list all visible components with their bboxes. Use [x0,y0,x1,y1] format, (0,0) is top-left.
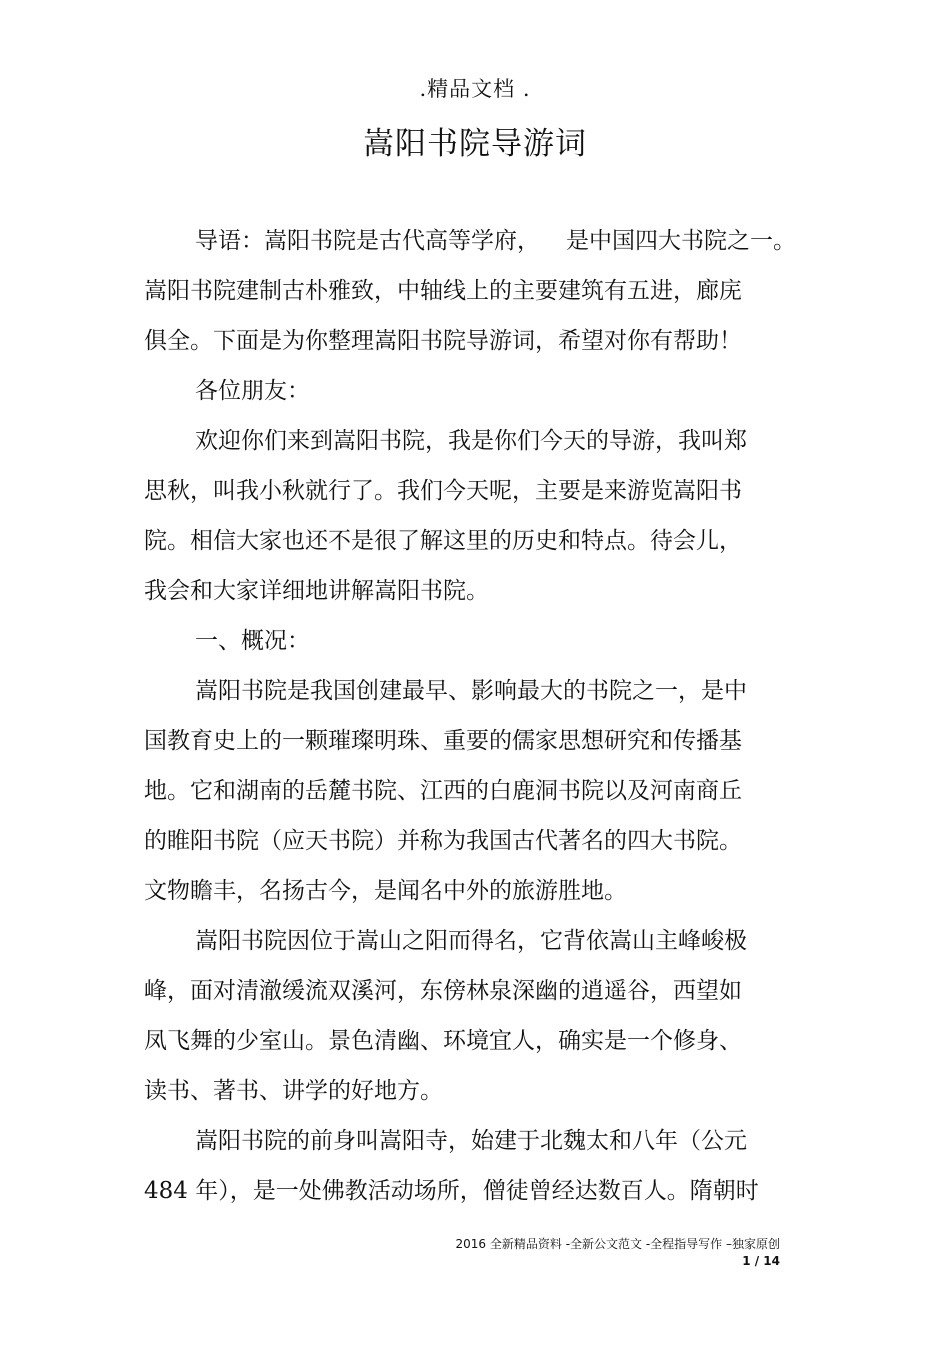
line-text: 欢迎你们来到嵩阳书院，我是你们今天的导游，我叫郑 [195,428,747,454]
line-text: 读书、著书、讲学的好地方。 [144,1078,443,1104]
line-text: 院。相信大家也还不是很了解这里的历史和特点。待会儿， [144,528,742,554]
line-text: 的睢阳书院（应天书院）并称为我国古代著名的四大书院。 [144,828,742,854]
line-text: 凤飞舞的少室山。景色清幽、环境宜人，确实是一个修身、 [144,1028,742,1054]
line-text: 峰，面对清澈缓流双溪河，东傍林泉深幽的逍遥谷，西望如 [144,978,742,1004]
section-heading: 一、概况： [195,628,310,654]
line-text: 各位朋友： [195,378,310,404]
line-text: 484 年），是一处佛教活动场所，僧徒曾经达数百人。隋朝时 [144,1178,759,1204]
line-text: 我会和大家详细地讲解嵩阳书院。 [144,578,489,604]
line-text: 嵩阳书院的前身叫嵩阳寺，始建于北魏太和八年（公元 [195,1128,747,1154]
line-text: 嵩阳书院建制古朴雅致，中轴线上的主要建筑有五进，廊庑 [144,278,742,304]
intro-text-part-1: 导语：嵩阳书院是古代高等学府， [195,228,540,254]
page-footer: 2016 全新精品资料 -全新公文范文 -全程指导写作 –独家原创 [455,1237,780,1251]
page-number: 1 / 14 [742,1254,780,1268]
line-text: 地。它和湖南的岳麓书院、江西的白鹿洞书院以及河南商丘 [144,778,742,804]
intro-text-part-2: 是中国四大书院之一。 [566,228,796,254]
line-text: 嵩阳书院因位于嵩山之阳而得名，它背依嵩山主峰峻极 [195,928,747,954]
line-text: 国教育史上的一颗璀璨明珠、重要的儒家思想研究和传播基 [144,728,742,754]
page-header: .精品文档 . [419,77,531,101]
line-text: 思秋，叫我小秋就行了。我们今天呢，主要是来游览嵩阳书 [144,478,742,504]
document-title: 嵩阳书院导游词 [363,126,587,162]
line-text: 俱全。下面是为你整理嵩阳书院导游词，希望对你有帮助！ [144,328,742,354]
line-text: 嵩阳书院是我国创建最早、影响最大的书院之一，是中 [195,678,747,704]
line-text: 文物瞻丰，名扬古今，是闻名中外的旅游胜地。 [144,878,627,904]
